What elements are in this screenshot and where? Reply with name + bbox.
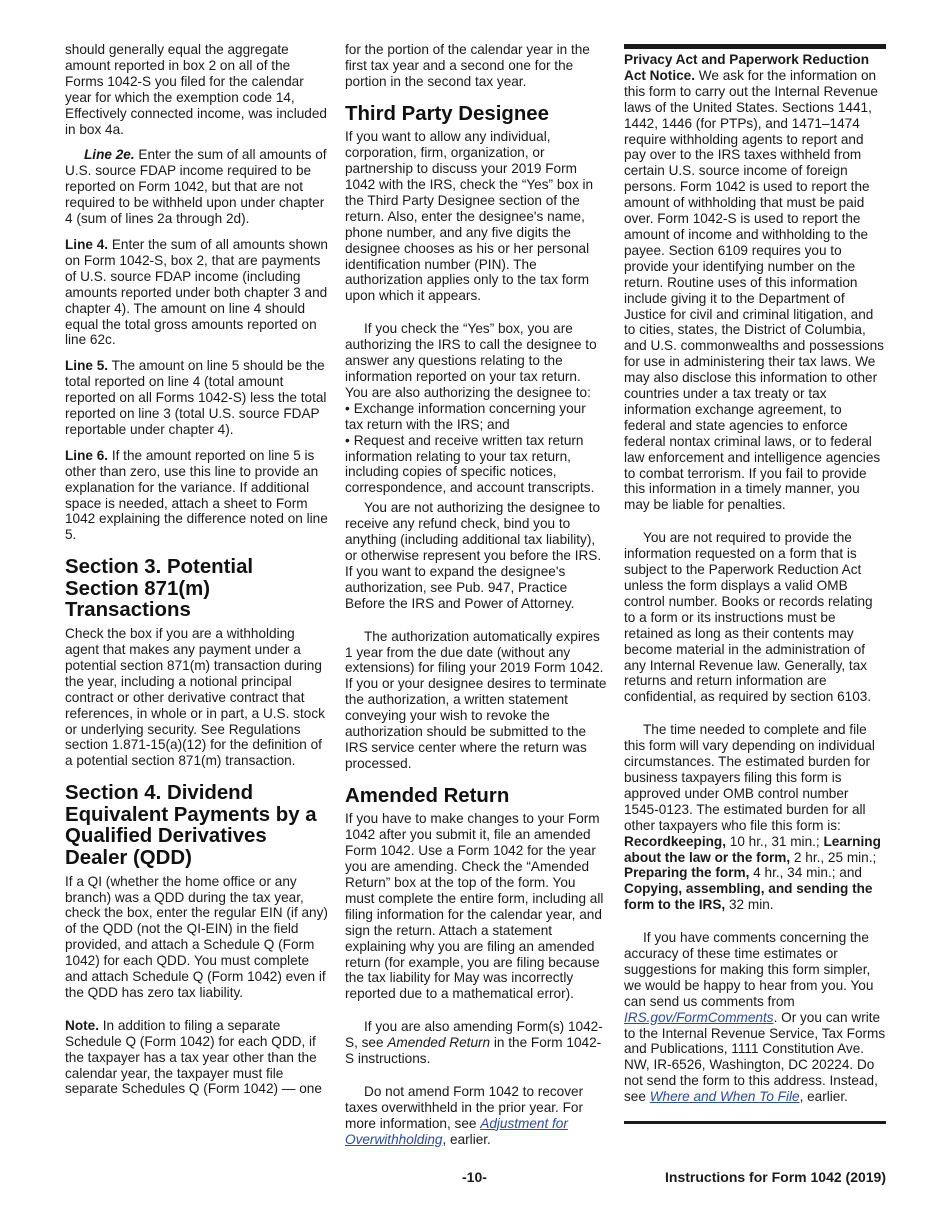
note-paragraph xyxy=(65,1018,328,1098)
text: in the Form 1042-S instructions. xyxy=(345,1035,602,1067)
text: 32 min. xyxy=(725,897,774,913)
line-6-text: If the amount reported on line 5 is other than zero, use this line to provide an explanation for the variance. If additional space is needed, attach a sheet to Form 1042 explaining the difference noted on line 5. xyxy=(65,447,328,543)
preparing-label: Preparing the form, xyxy=(624,865,750,881)
third-party-designee-heading: Third Party Designee xyxy=(345,102,549,125)
copying-label: Copying, assembling, and sending the form to the IRS, xyxy=(624,881,873,913)
line-4-label: Line 4. xyxy=(65,236,109,252)
privacy-heading: Privacy Act and Paperwork Reduction Act Notice. xyxy=(624,52,870,83)
column-left xyxy=(65,42,328,1107)
where-and-when-to-file-link[interactable]: Where and When To File xyxy=(649,1089,800,1105)
line-5-text: The amount on line 5 should be the total reported on line 4 (total amount reported on all Forms 1042-S) less the total reported on line 3 (total U.S. source FDAP reportable under chapter 4). xyxy=(65,358,327,437)
line-2e-label: Line 2e. xyxy=(84,147,135,163)
bullet-item: • Exchange information concerning your tax return with the IRS; and xyxy=(345,401,607,433)
amended-return-ref: Amended Return xyxy=(387,1035,491,1051)
paragraph: should generally equal the aggregate amount reported in box 2 on all of the Forms 1042-S you filed for the calendar year for which the exemption code 14, Effectively connected income, was included in box 4a. xyxy=(65,42,327,137)
text: Do not amend Form 1042 to recover taxes overwithheld in the prior year. For more information, see xyxy=(345,1083,584,1131)
paragraph xyxy=(345,1019,607,1067)
line-4-paragraph xyxy=(65,237,328,348)
paragraph: You are not required to provide the information requested on a form that is subject to the Paperwork Reduction Act unless the form displays a valid OMB control number. Books or records relating to a form or its instructions must be retained as long as their contents may become material in the administration of any Internal Revenue law. Generally, tax returns and return information are confidential, as required by section 6103. xyxy=(624,530,873,705)
column-right xyxy=(624,52,886,1115)
line-5-paragraph xyxy=(65,358,328,438)
paragraph: for the portion of the calendar year in the first tax year and a second one for the portion in the second tax year. xyxy=(345,42,590,89)
text: If you have comments concerning the accuracy of these time estimates or suggestions for making this form simpler, we would be happy to hear from you. You can send us comments from xyxy=(624,930,874,1009)
footer-title: Instructions for Form 1042 (2019) xyxy=(665,1169,886,1185)
section-4-text: If a QI (whether the home office or any branch) was a QDD during the tax year, check the box, enter the regular EIN (if any) of the QDD (not the QI-EIN) in the field provided, and attach a Schedule Q (Form 1042) for each QDD. You must complete and attach Schedule Q (Form 1042) even if the QDD has zero tax liability. xyxy=(65,873,328,1000)
text: . Or you can write to the Internal Revenue Service, Tax Forms and Publications, 1111 Constitution Ave. NW, IR-6526, Washington, DC 20224. Do not send the form to this address. Instead, see xyxy=(624,1009,886,1105)
paragraph: The authorization automatically expires 1 year from the due date (without any extensions) for filing your 2019 Form 1042. If you or your designee desires to terminate the authorization, a written statement conveying your wish to revoke the authorization should be submitted to the IRS service center where the return was processed. xyxy=(345,628,607,771)
line-6-label: Line 6. xyxy=(65,447,109,463)
recordkeeping-label: Recordkeeping, xyxy=(624,833,726,849)
text: 10 hr., 31 min.; xyxy=(725,833,824,849)
paragraph: If you check the “Yes” box, you are authorizing the IRS to call the designee to answer any questions relating to the information reported on your tax return. You are also authorizing the designee to: xyxy=(345,321,597,400)
paragraph xyxy=(345,1084,607,1148)
text: 2 hr., 25 min.; xyxy=(790,849,877,865)
adjustment-for-overwithholding-link[interactable]: Adjustment for Overwithholding xyxy=(345,1115,568,1147)
text: The time needed to complete and file this form will vary depending on individual circumstances. The estimated burden for business taxpayers filing this form is approved under OMB control number 1545-0123. The estimated burden for all other taxpayers who file this form is: xyxy=(624,722,875,833)
section-3-text: Check the box if you are a withholding agent that makes any payment under a potential section 871(m) transaction during the year, including a notional principal contract or other derivative contract that references, in whole or in part, a U.S. stock or underlying security. See Regulations section 1.871-15(a)(12) for the definition of a potential section 871(m) transaction. xyxy=(65,626,325,769)
note-label: Note. xyxy=(65,1017,99,1033)
irs-form-comments-link[interactable]: IRS.gov/FormComments xyxy=(624,1009,774,1025)
amended-return-heading: Amended Return xyxy=(345,784,510,807)
text: , earlier. xyxy=(799,1089,848,1105)
section-4-heading: Section 4. Dividend Equivalent Payments by a Qualified Derivatives Dealer (QDD) xyxy=(65,782,317,869)
text: If you are also amending Form(s) 1042-S, see xyxy=(345,1019,603,1051)
text: 4 hr., 34 min.; and xyxy=(749,865,862,881)
column-middle xyxy=(345,42,607,1158)
text: , earlier. xyxy=(442,1131,491,1147)
section-3-heading: Section 3. Potential Section 871(m) Transactions xyxy=(65,556,254,622)
burden-paragraph xyxy=(624,722,886,913)
note-text: In addition to filing a separate Schedule Q (Form 1042) for each QDD, if the taxpayer has a tax year other than the calendar year, the taxpayer must file separate Schedules Q (Form 1042) — one xyxy=(65,1017,322,1097)
paragraph: If you have to make changes to your Form 1042 after you submit it, file an amended Form 1042. Use a Form 1042 for the year you are amending. Check the “Amended Return” box at the top of the form. You must complete the entire form, including all filing information for the calendar year, and sign the return. Attach a statement explaining why you are filing an amended return (for example, you are filing because the tax liability for May was incorrectly reported due to a mathematical error). xyxy=(345,811,604,1002)
paragraph: You are not authorizing the designee to receive any refund check, bind you to anything (including additional tax liability), or otherwise represent you before the IRS. If you want to expand the designee's authorization, see Pub. 947, Practice Before the IRS and Power of Attorney. xyxy=(345,500,602,611)
line-4-text: Enter the sum of all amounts shown on Form 1042-S, box 2, that are payments of U.S. source FDAP income (including amounts reported under both chapter 3 and chapter 4). The amount on line 4 should equal the total gross amounts reported on line 62c. xyxy=(65,236,328,348)
paragraph: If you want to allow any individual, corporation, firm, organization, or partnership to discuss your 2019 Form 1042 with the IRS, check the “Yes” box in the Third Party Designee section of the return. Also, enter the designee's name, phone number, and any five digits the designee chooses as his or her personal identification number (PIN). The authorization applies only to the tax form upon which it appears. xyxy=(345,129,594,304)
line-6-paragraph xyxy=(65,448,328,543)
top-rule xyxy=(624,44,886,49)
bottom-rule xyxy=(624,1121,886,1124)
comments-paragraph xyxy=(624,930,886,1105)
bullet-item: • Request and receive written tax return information relating to your tax return, including copies of specific notices, correspondence, and account transcripts. xyxy=(345,433,607,497)
line-2e-text: Enter the sum of all amounts of U.S. source FDAP income required to be reported on Form 1042, but that are not required to be withheld upon under chapter 4 (sum of lines 2a through 2d). xyxy=(65,147,327,227)
privacy-text: We ask for the information on this form to carry out the Internal Revenue laws of the United States. Sections 1441, 1442, 1446 (for PTPs), and 1471–1474 require withholding agents to report and pay over to the IRS taxes withheld from certain U.S. source income of foreign persons. Form 1042 is used to report the amount of withholding that must be paid over. Form 1042-S is used to report the amount of income and withholding to the payee. Section 6109 requires you to provide your identifying number on the return. Routine uses of this information include giving it to the Department of Justice for civil and criminal litigation, and to cities, states, the District of Columbia, and U.S. commonwealths and possessions for use in administering their tax laws. We may also disclose this information to other countries under a tax treaty or tax information exchange agreement, to federal and state agencies to enforce federal nontax criminal laws, or to federal law enforcement and intelligence agencies to combat terrorism. If you fail to provide this information in a timely manner, you may be liable for penalties. xyxy=(624,67,884,513)
learning-label: Learning about the law or the form, xyxy=(624,833,881,865)
privacy-paragraph xyxy=(624,52,886,513)
line-2e-paragraph xyxy=(65,147,328,227)
line-5-label: Line 5. xyxy=(65,358,109,374)
page-number: -10- xyxy=(462,1169,487,1185)
